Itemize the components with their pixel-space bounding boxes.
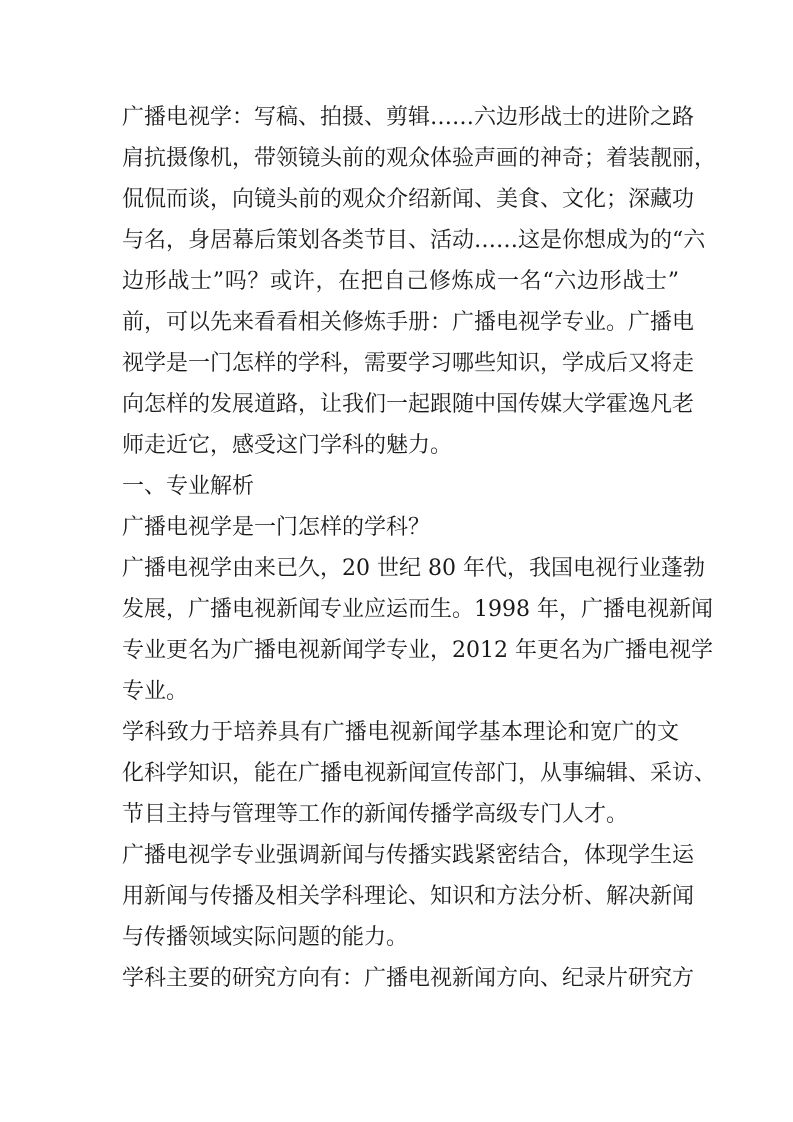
text-line: 用新闻与传播及相关学科理论、知识和方法分析、解决新闻	[122, 884, 695, 909]
document-title-line: 广播电视学：写稿、拍摄、剪辑……六边形战士的进阶之路	[122, 105, 695, 130]
text-line: 视学是一门怎样的学科，需要学习哪些知识，学成后又将走	[122, 351, 695, 376]
text-line: 发展，广播电视新闻专业应运而生。1998 年，广播电视新闻	[122, 597, 713, 622]
text-line: 边形战士”吗？或许，在把自己修炼成一名“六边形战士”	[122, 269, 679, 294]
text-line: 师走近它，感受这门学科的魅力。	[122, 433, 453, 458]
text-line: 学科主要的研究方向有：广播电视新闻方向、纪录片研究方	[122, 966, 695, 991]
text-line: 向怎样的发展道路，让我们一起跟随中国传媒大学霍逸凡老	[122, 392, 695, 417]
text-line: 广播电视学专业强调新闻与传播实践紧密结合，体现学生运	[122, 843, 695, 868]
text-line: 学科致力于培养具有广播电视新闻学基本理论和宽广的文	[122, 720, 679, 745]
text-line: 侃侃而谈，向镜头前的观众介绍新闻、美食、文化；深藏功	[122, 187, 695, 212]
section-heading: 一、专业解析	[122, 474, 255, 499]
text-line: 节目主持与管理等工作的新闻传播学高级专门人才。	[122, 802, 629, 827]
text-line: 化科学知识，能在广播电视新闻宣传部门，从事编辑、采访、	[122, 761, 717, 786]
text-line: 与传播领域实际问题的能力。	[122, 925, 409, 950]
text-line: 广播电视学由来已久，20 世纪 80 年代，我国电视行业蓬勃	[122, 556, 705, 581]
text-line: 肩抗摄像机，带领镜头前的观众体验声画的神奇；着装靓丽，	[122, 146, 717, 171]
text-line: 广播电视学是一门怎样的学科？	[122, 515, 431, 540]
text-line: 前，可以先来看看相关修炼手册：广播电视学专业。广播电	[122, 310, 695, 335]
text-line: 专业。	[122, 679, 189, 704]
text-line: 与名，身居幕后策划各类节目、活动……这是你想成为的“六	[122, 228, 706, 253]
text-line: 专业更名为广播电视新闻学专业，2012 年更名为广播电视学	[122, 638, 713, 663]
